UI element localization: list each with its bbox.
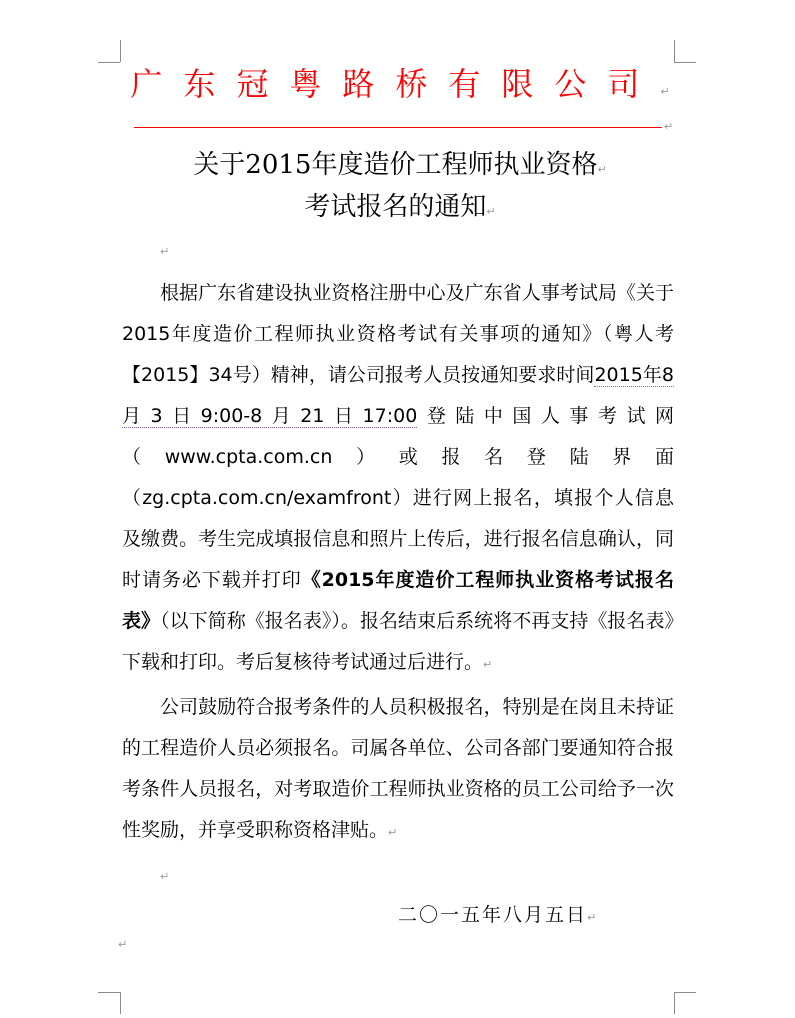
paragraph-mark-icon: ↵ xyxy=(118,938,128,951)
notice-date[interactable]: 二〇一五年八月五日↵ xyxy=(398,904,599,926)
registration-form-name: 《2015年度造价工程师执业资格考试报名表》 xyxy=(122,569,674,632)
registration-period: 2015年8月3日9:00-8月21日17:00 xyxy=(122,364,674,427)
paragraph-mark-icon: ↵ xyxy=(160,870,170,883)
paragraph-mark-icon: ↵ xyxy=(388,826,398,839)
body-paragraph-2[interactable]: 公司鼓励符合报考条件的人员积极报名，特别是在岗且未持证的工程造价人员必须报名。司属各单位、公司各部门要通知符合报考条件人员报名，对考取造价工程师执业资格的员工公司给予一次性奖励，并享受职称资格津贴。↵ xyxy=(122,696,674,841)
paragraph-mark-icon: ↵ xyxy=(664,120,674,133)
letterhead-red-rule xyxy=(134,127,662,128)
paragraph-mark-icon: ↵ xyxy=(597,163,607,176)
paragraph-mark-icon: ↵ xyxy=(486,205,496,218)
notice-title-line1[interactable]: 关于2015年度造价工程师执业资格↵ xyxy=(193,150,607,180)
paragraph-mark-icon: ↵ xyxy=(660,85,670,98)
paragraph-mark-icon: ↵ xyxy=(587,911,599,924)
company-name: 广东冠粤路桥有限公司 xyxy=(130,65,661,103)
company-letterhead[interactable] xyxy=(120,58,680,118)
paragraph-mark-icon: ↵ xyxy=(160,245,170,258)
notice-title-line2[interactable]: 考试报名的通知↵ xyxy=(304,192,496,222)
paragraph-mark-icon: ↵ xyxy=(483,658,493,671)
body-paragraph-1[interactable]: 根据广东省建设执业资格注册中心及广东省人事考试局《关于2015年度造价工程师执业资格考试有关事项的通知》（粤人考【2015】34号）精神，请公司报考人员按通知要求时间2015年8月3日9:00-8月21日17:00登陆中国人事考试网（www.cpta.com.cn）或报名登陆界面（zg.cpta.com.cn/examfront）进行网上报名，填报个人信息及缴费。考生完成填报信息和照片上传后，进行报名信息确认，同时请务必下载并打印《2015年度造价工程师执业资格考试报名表》（以下简称《报名表》）。报名结束后系统将不再支持《报名表》下载和打印。考后复核待考试通过后进行。↵ xyxy=(122,282,674,673)
